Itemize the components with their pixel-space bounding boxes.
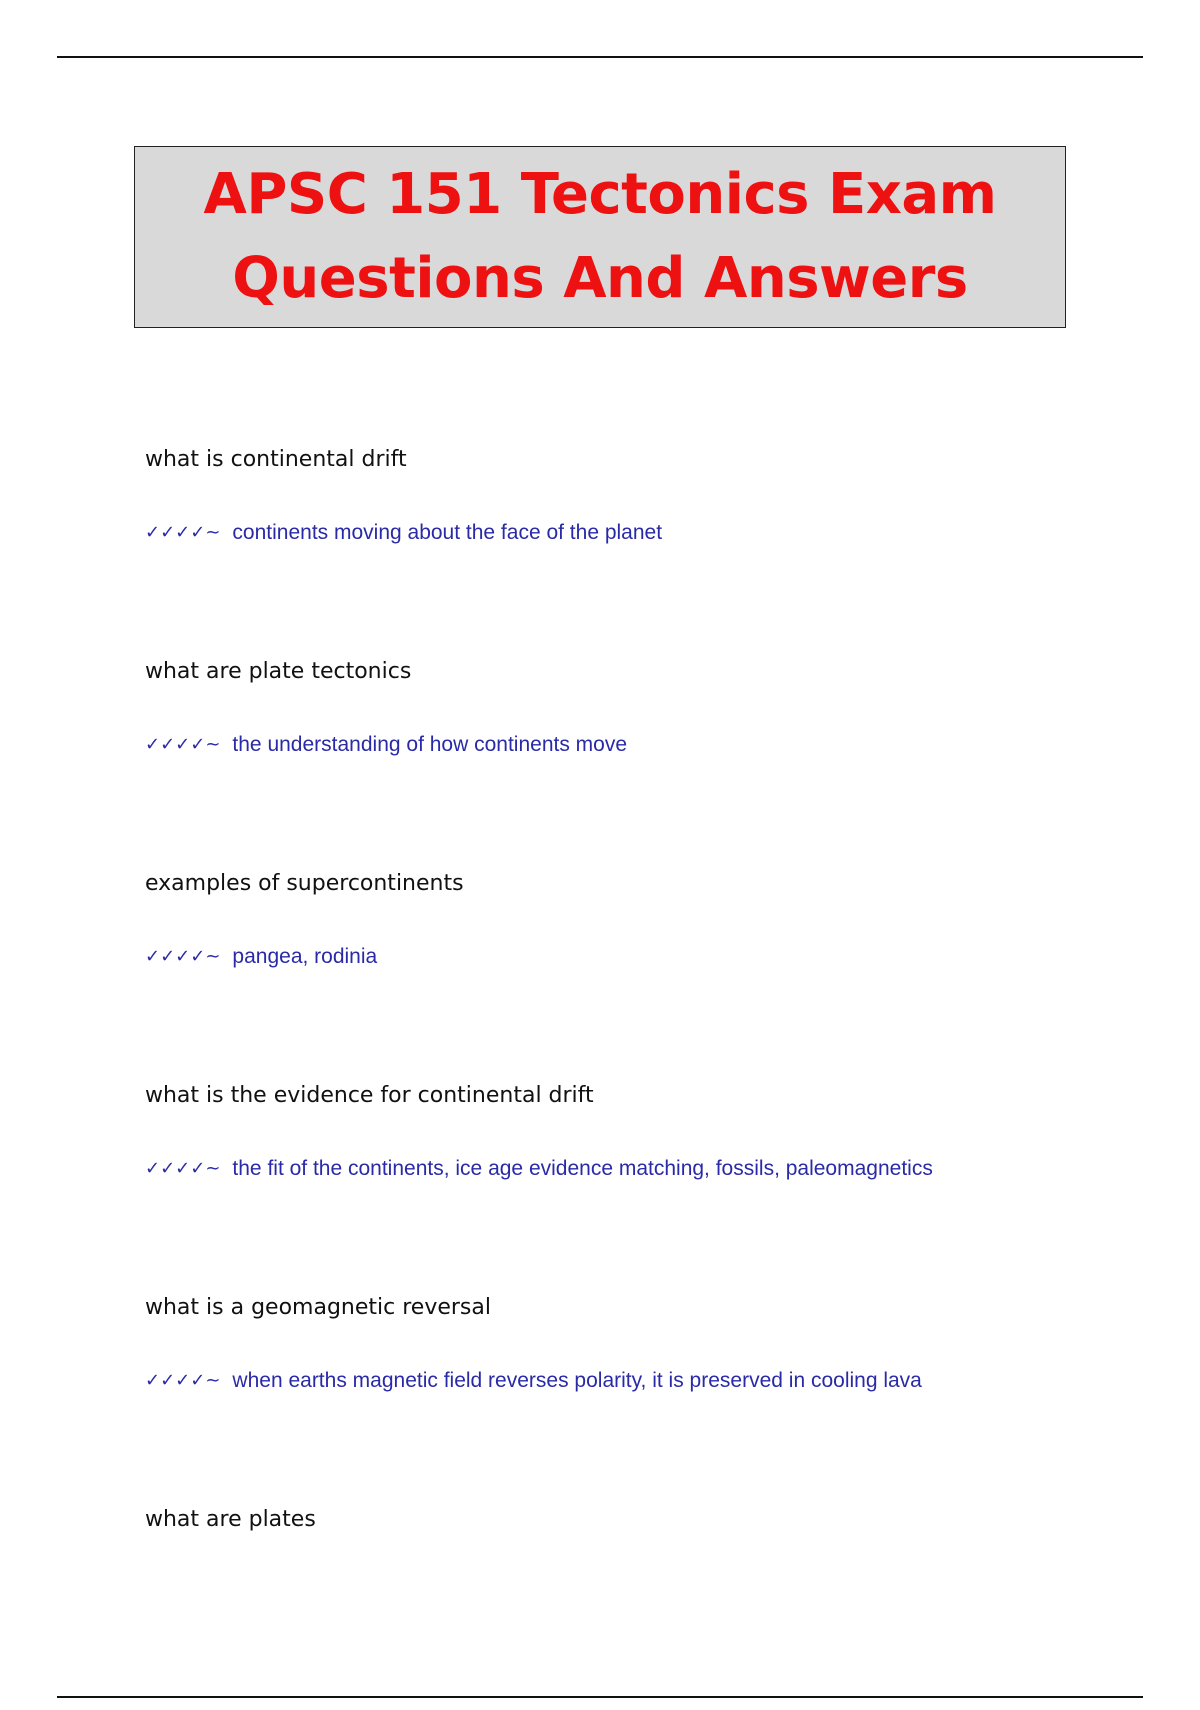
answer-text: continents moving about the face of the planet [232,521,663,544]
qa-item [145,650,1105,862]
question-text: what are plates [145,1507,316,1532]
qa-item [145,1074,1105,1286]
qa-list [145,438,1105,1710]
checkmark-icon: ✓✓✓✓~ [145,1370,221,1391]
answer-text: the fit of the continents, ice age evidence matching, fossils, paleomagnetics [232,1157,933,1180]
title-banner [134,146,1066,328]
answer-row [145,519,1105,547]
title-line-1: APSC 151 Tectonics Exam [203,162,997,227]
answer-row [145,1367,1105,1395]
checkmark-icon: ✓✓✓✓~ [145,522,221,543]
answer-text: pangea, rodinia [232,945,378,968]
answer-row [145,1155,1105,1183]
checkmark-icon: ✓✓✓✓~ [145,1158,221,1179]
qa-item [145,862,1105,1074]
answer-text: the understanding of how continents move [232,733,628,756]
qa-item [145,438,1105,650]
top-divider [57,56,1143,58]
qa-item [145,1286,1105,1498]
question-text: what is continental drift [145,447,407,472]
qa-item [145,1498,1105,1710]
checkmark-icon: ✓✓✓✓~ [145,734,221,755]
answer-text: when earths magnetic field reverses polarity, it is preserved in cooling lava [232,1369,922,1392]
bottom-divider [57,1696,1143,1698]
title-line-2: Questions And Answers [232,246,968,311]
question-text: what is a geomagnetic reversal [145,1295,491,1320]
question-text: examples of supercontinents [145,871,464,896]
question-text: what is the evidence for continental drift [145,1083,594,1108]
answer-row [145,731,1105,759]
answer-row [145,943,1105,971]
question-text: what are plate tectonics [145,659,412,684]
checkmark-icon: ✓✓✓✓~ [145,946,221,967]
